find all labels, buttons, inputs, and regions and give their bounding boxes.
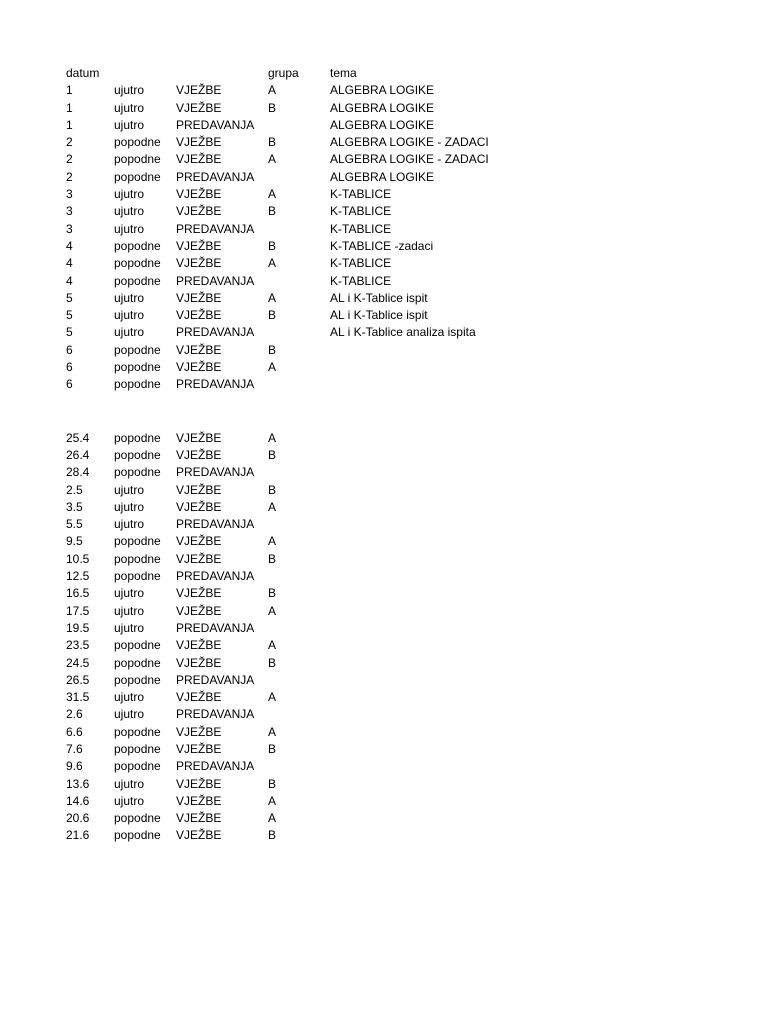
cell-datum: 9.5 xyxy=(66,534,83,549)
cell-tema: AL i K-Tablice analiza ispita xyxy=(330,325,476,340)
cell-doba: popodne xyxy=(114,256,161,271)
cell-tip: PREDAVANJA xyxy=(176,325,255,340)
cell-doba: popodne xyxy=(114,569,161,584)
cell-doba: ujutro xyxy=(114,83,145,98)
cell-tip: VJEŽBE xyxy=(176,793,222,808)
cell-datum: 3 xyxy=(66,187,73,202)
cell-grupa: A xyxy=(268,83,277,98)
cell-tip: VJEŽBE xyxy=(176,724,222,739)
cell-doba: popodne xyxy=(114,238,161,253)
cell-tip: PREDAVANJA xyxy=(176,221,255,236)
header-datum: datum xyxy=(66,66,100,80)
cell-datum: 13.6 xyxy=(66,776,90,791)
cell-datum: 5 xyxy=(66,290,73,305)
cell-doba: ujutro xyxy=(114,620,145,635)
cell-tip: VJEŽBE xyxy=(176,256,222,271)
cell-grupa: B xyxy=(268,308,277,323)
cell-datum: 5 xyxy=(66,308,73,323)
cell-grupa: A xyxy=(268,603,277,618)
cell-datum: 31.5 xyxy=(66,690,90,705)
cell-datum: 17.5 xyxy=(66,603,90,618)
cell-datum: 5.5 xyxy=(66,517,83,532)
cell-doba: ujutro xyxy=(114,776,145,791)
cell-doba: ujutro xyxy=(114,603,145,618)
cell-tip: PREDAVANJA xyxy=(176,759,255,774)
cell-doba: ujutro xyxy=(114,793,145,808)
cell-datum: 7.6 xyxy=(66,741,83,756)
cell-tip: VJEŽBE xyxy=(176,83,222,98)
cell-doba: ujutro xyxy=(114,100,145,115)
cell-doba: ujutro xyxy=(114,325,145,340)
cell-tip: VJEŽBE xyxy=(176,690,222,705)
cell-tip: VJEŽBE xyxy=(176,499,222,514)
cell-grupa: B xyxy=(268,586,277,601)
cell-tip: PREDAVANJA xyxy=(176,273,255,288)
cell-grupa: B xyxy=(268,100,277,115)
cell-tema: K-TABLICE -zadaci xyxy=(330,238,434,253)
cell-grupa: B xyxy=(268,135,277,150)
cell-doba: ujutro xyxy=(114,690,145,705)
cell-tip: VJEŽBE xyxy=(176,638,222,653)
cell-grupa: A xyxy=(268,690,277,705)
cell-tip: VJEŽBE xyxy=(176,551,222,566)
cell-grupa: A xyxy=(268,256,277,271)
cell-tema: K-TABLICE xyxy=(330,187,392,202)
cell-grupa: A xyxy=(268,793,277,808)
cell-grupa: A xyxy=(268,534,277,549)
cell-doba: popodne xyxy=(114,741,161,756)
cell-tema: ALGEBRA LOGIKE - ZADACI xyxy=(330,135,489,150)
cell-doba: popodne xyxy=(114,465,161,480)
cell-doba: ujutro xyxy=(114,290,145,305)
cell-tip: PREDAVANJA xyxy=(176,377,255,392)
cell-datum: 2 xyxy=(66,152,73,167)
cell-tip: VJEŽBE xyxy=(176,238,222,253)
cell-tip: VJEŽBE xyxy=(176,430,222,445)
cell-tip: VJEŽBE xyxy=(176,290,222,305)
cell-tip: VJEŽBE xyxy=(176,342,222,357)
cell-tema: ALGEBRA LOGIKE - ZADACI xyxy=(330,152,489,167)
cell-grupa: B xyxy=(268,204,277,219)
cell-grupa: A xyxy=(268,811,277,826)
cell-doba: ujutro xyxy=(114,221,145,236)
cell-datum: 6.6 xyxy=(66,724,83,739)
cell-doba: popodne xyxy=(114,360,161,375)
cell-tip: PREDAVANJA xyxy=(176,707,255,722)
cell-datum: 2 xyxy=(66,135,73,150)
cell-tip: PREDAVANJA xyxy=(176,465,255,480)
cell-datum: 25.4 xyxy=(66,430,90,445)
cell-datum: 1 xyxy=(66,117,73,132)
cell-doba: popodne xyxy=(114,447,161,462)
cell-tema: AL i K-Tablice ispit xyxy=(330,308,428,323)
cell-tip: VJEŽBE xyxy=(176,100,222,115)
cell-datum: 1 xyxy=(66,100,73,115)
cell-grupa: A xyxy=(268,724,277,739)
cell-datum: 10.5 xyxy=(66,551,90,566)
cell-grupa: B xyxy=(268,655,277,670)
cell-doba: popodne xyxy=(114,342,161,357)
cell-doba: popodne xyxy=(114,169,161,184)
cell-tip: PREDAVANJA xyxy=(176,117,255,132)
cell-grupa: A xyxy=(268,430,277,445)
cell-grupa: B xyxy=(268,828,277,843)
cell-doba: ujutro xyxy=(114,308,145,323)
cell-datum: 4 xyxy=(66,256,73,271)
cell-tema: ALGEBRA LOGIKE xyxy=(330,83,435,98)
cell-tema: ALGEBRA LOGIKE xyxy=(330,169,435,184)
cell-grupa: B xyxy=(268,741,277,756)
cell-doba: ujutro xyxy=(114,517,145,532)
cell-tema: ALGEBRA LOGIKE xyxy=(330,117,435,132)
cell-datum: 6 xyxy=(66,360,73,375)
cell-tema: K-TABLICE xyxy=(330,221,392,236)
cell-datum: 26.5 xyxy=(66,672,90,687)
cell-datum: 5 xyxy=(66,325,73,340)
cell-datum: 4 xyxy=(66,273,73,288)
cell-tip: PREDAVANJA xyxy=(176,169,255,184)
cell-tip: VJEŽBE xyxy=(176,135,222,150)
cell-datum: 26.4 xyxy=(66,447,90,462)
cell-tip: VJEŽBE xyxy=(176,152,222,167)
cell-tip: VJEŽBE xyxy=(176,586,222,601)
cell-datum: 2 xyxy=(66,169,73,184)
cell-datum: 12.5 xyxy=(66,569,90,584)
cell-grupa: B xyxy=(268,342,277,357)
cell-doba: popodne xyxy=(114,724,161,739)
cell-tip: VJEŽBE xyxy=(176,360,222,375)
cell-datum: 24.5 xyxy=(66,655,90,670)
cell-doba: popodne xyxy=(114,377,161,392)
cell-grupa: B xyxy=(268,447,277,462)
cell-datum: 28.4 xyxy=(66,465,90,480)
cell-datum: 9.6 xyxy=(66,759,83,774)
cell-datum: 14.6 xyxy=(66,793,90,808)
cell-grupa: A xyxy=(268,499,277,514)
cell-doba: popodne xyxy=(114,551,161,566)
cell-tip: VJEŽBE xyxy=(176,187,222,202)
cell-tip: PREDAVANJA xyxy=(176,672,255,687)
header-grupa: grupa xyxy=(268,66,299,80)
cell-tip: VJEŽBE xyxy=(176,308,222,323)
cell-tip: VJEŽBE xyxy=(176,655,222,670)
cell-doba: popodne xyxy=(114,638,161,653)
cell-datum: 3.5 xyxy=(66,499,83,514)
cell-grupa: A xyxy=(268,152,277,167)
cell-datum: 3 xyxy=(66,204,73,219)
cell-doba: ujutro xyxy=(114,586,145,601)
cell-grupa: A xyxy=(268,638,277,653)
cell-tip: VJEŽBE xyxy=(176,534,222,549)
cell-tema: K-TABLICE xyxy=(330,273,392,288)
cell-datum: 2.5 xyxy=(66,482,83,497)
cell-datum: 19.5 xyxy=(66,620,90,635)
cell-grupa: B xyxy=(268,776,277,791)
cell-doba: popodne xyxy=(114,430,161,445)
cell-grupa: A xyxy=(268,290,277,305)
cell-tema: K-TABLICE xyxy=(330,204,392,219)
cell-tip: VJEŽBE xyxy=(176,828,222,843)
cell-tip: VJEŽBE xyxy=(176,776,222,791)
cell-tip: VJEŽBE xyxy=(176,741,222,756)
cell-tip: VJEŽBE xyxy=(176,482,222,497)
cell-grupa: A xyxy=(268,360,277,375)
cell-datum: 20.6 xyxy=(66,811,90,826)
cell-datum: 6 xyxy=(66,377,73,392)
cell-doba: popodne xyxy=(114,135,161,150)
cell-tema: K-TABLICE xyxy=(330,256,392,271)
cell-tip: VJEŽBE xyxy=(176,603,222,618)
cell-tip: VJEŽBE xyxy=(176,811,222,826)
cell-doba: ujutro xyxy=(114,204,145,219)
cell-datum: 6 xyxy=(66,342,73,357)
cell-datum: 21.6 xyxy=(66,828,90,843)
cell-doba: popodne xyxy=(114,811,161,826)
cell-grupa: A xyxy=(268,187,277,202)
cell-datum: 1 xyxy=(66,83,73,98)
cell-doba: ujutro xyxy=(114,499,145,514)
cell-datum: 3 xyxy=(66,221,73,236)
cell-datum: 16.5 xyxy=(66,586,90,601)
cell-doba: ujutro xyxy=(114,482,145,497)
cell-tip: PREDAVANJA xyxy=(176,569,255,584)
cell-doba: popodne xyxy=(114,828,161,843)
cell-doba: popodne xyxy=(114,759,161,774)
cell-datum: 23.5 xyxy=(66,638,90,653)
cell-tema: ALGEBRA LOGIKE xyxy=(330,100,435,115)
cell-doba: ujutro xyxy=(114,187,145,202)
cell-tip: PREDAVANJA xyxy=(176,517,255,532)
cell-doba: popodne xyxy=(114,152,161,167)
cell-doba: popodne xyxy=(114,273,161,288)
cell-doba: ujutro xyxy=(114,117,145,132)
cell-grupa: B xyxy=(268,482,277,497)
cell-grupa: B xyxy=(268,551,277,566)
header-tema: tema xyxy=(330,66,357,80)
cell-datum: 2.6 xyxy=(66,707,83,722)
cell-grupa: B xyxy=(268,238,277,253)
cell-doba: popodne xyxy=(114,672,161,687)
cell-tip: PREDAVANJA xyxy=(176,620,255,635)
cell-tip: VJEŽBE xyxy=(176,447,222,462)
cell-doba: popodne xyxy=(114,655,161,670)
cell-doba: popodne xyxy=(114,534,161,549)
cell-doba: ujutro xyxy=(114,707,145,722)
cell-datum: 4 xyxy=(66,238,73,253)
cell-tip: VJEŽBE xyxy=(176,204,222,219)
cell-tema: AL i K-Tablice ispit xyxy=(330,290,428,305)
